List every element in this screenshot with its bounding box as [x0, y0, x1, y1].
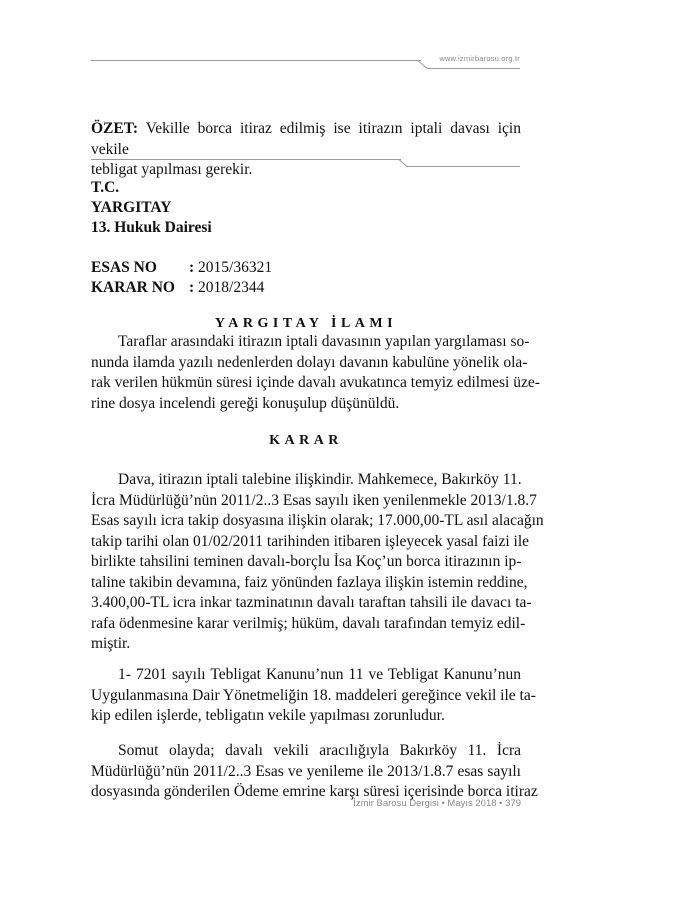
karar-line: Esas sayılı icra takip dosyasına ilişkin olarak; 17.000,00-TL asıl alacağın [91, 512, 544, 529]
intro-line: nunda ilamda yazılı nedenlerden dolayı davanın kabulüne yönelik ola- [91, 353, 528, 371]
concrete-case-line: Somut olayda; davalı vekili aracılığıyla Bakırköy 11. İcra [118, 742, 521, 759]
point-1-line: 1- 7201 sayılı Tebligat Kanunu’nun 11 ve Tebligat Kanunu’nun [118, 666, 521, 683]
point-1-paragraph [91, 665, 536, 727]
point-1-line: Uygulanmasına Dair Yönetmeliğin 18. maddeleri gereğince vekil ile ta- [91, 686, 536, 704]
court-chamber: 13. Hukuk Dairesi [91, 219, 212, 236]
karar-row [91, 278, 272, 298]
summary-text-2: tebligat yapılması gerekir. [91, 161, 253, 178]
summary [91, 119, 521, 181]
intro-line: Taraflar arasındaki itirazın iptali davasının yapılan yargılaması so- [118, 333, 530, 350]
point-1-line: kip edilen işlerde, tebligatın vekile yapılması zorunludur. [91, 707, 445, 724]
header-url: www.izmirbarosu.org.tr [439, 54, 520, 63]
concrete-case-line: dosyasında gönderilen Ödeme emrine karşı süresi içerisinde borca itiraz [91, 783, 538, 800]
section-title-karar: KARAR [269, 433, 343, 448]
court-heading [91, 178, 212, 238]
summary-rule [91, 159, 401, 160]
court-name: YARGITAY [91, 199, 172, 216]
summary-rule-right [407, 166, 520, 167]
karar-line: birlikte tahsilini teminen davalı-borçlu İsa Koç’un borca itirazının ip- [91, 553, 522, 570]
karar-line: İcra Müdürlüğü’nün 2011/2..3 Esas sayılı iken yenilenmekle 2013/1.8.7 [91, 491, 537, 509]
karar-line: miştir. [91, 635, 131, 652]
page-footer: İzmir Barosu Dergisi • Mayıs 2018 • 379 [353, 798, 521, 809]
karar-line: Dava, itirazın iptali talebine ilişkindir. Mahkemece, Bakırköy 11. [118, 471, 522, 488]
karar-value: 2018/2344 [198, 279, 265, 296]
karar-paragraph [91, 470, 544, 655]
karar-colon: : [189, 279, 199, 296]
court-country: T.C. [91, 179, 120, 196]
karar-line: takip tarihi olan 01/02/2011 tarihinden itibaren işleyecek yasal faizi ile [91, 532, 530, 550]
esas-row [91, 258, 272, 278]
intro-line: rine dosya incelendi gereği konuşulup düşünüldü. [91, 394, 400, 412]
case-numbers [91, 258, 272, 298]
esas-label: ESAS NO [91, 259, 157, 276]
header-rule-right [427, 68, 520, 69]
intro-line: rak verilen hükmün süresi içinde davalı avukatınca temyiz edilmesi üze- [91, 374, 540, 391]
karar-line: taline takibin devamına, faiz yönünden fazlaya ilişkin istemin reddine, [91, 573, 528, 591]
karar-line: 3.400,00-TL icra inkar tazminatının davalı taraftan tahsili ile davacı ta- [91, 594, 532, 611]
header-rule [91, 60, 421, 61]
esas-value: 2015/36321 [198, 259, 273, 276]
summary-label: ÖZET: [91, 120, 139, 137]
summary-text-1: Vekille borca itiraz edilmiş ise itirazın iptali davası için vekile [91, 120, 521, 158]
karar-line: rafa ödenmesine karar verilmiş; hüküm, davalı tarafından temyiz edil- [91, 614, 526, 632]
concrete-case-paragraph [91, 741, 538, 803]
karar-label: KARAR NO [91, 279, 175, 296]
esas-colon: : [189, 259, 199, 276]
concrete-case-line: Müdürlüğü’nün 2011/2..3 Esas ve yenileme ile 2013/1.8.7 esas sayılı [91, 762, 521, 780]
section-title-ilam: YARGITAY İLAMI [214, 316, 398, 331]
intro-paragraph [91, 332, 540, 414]
